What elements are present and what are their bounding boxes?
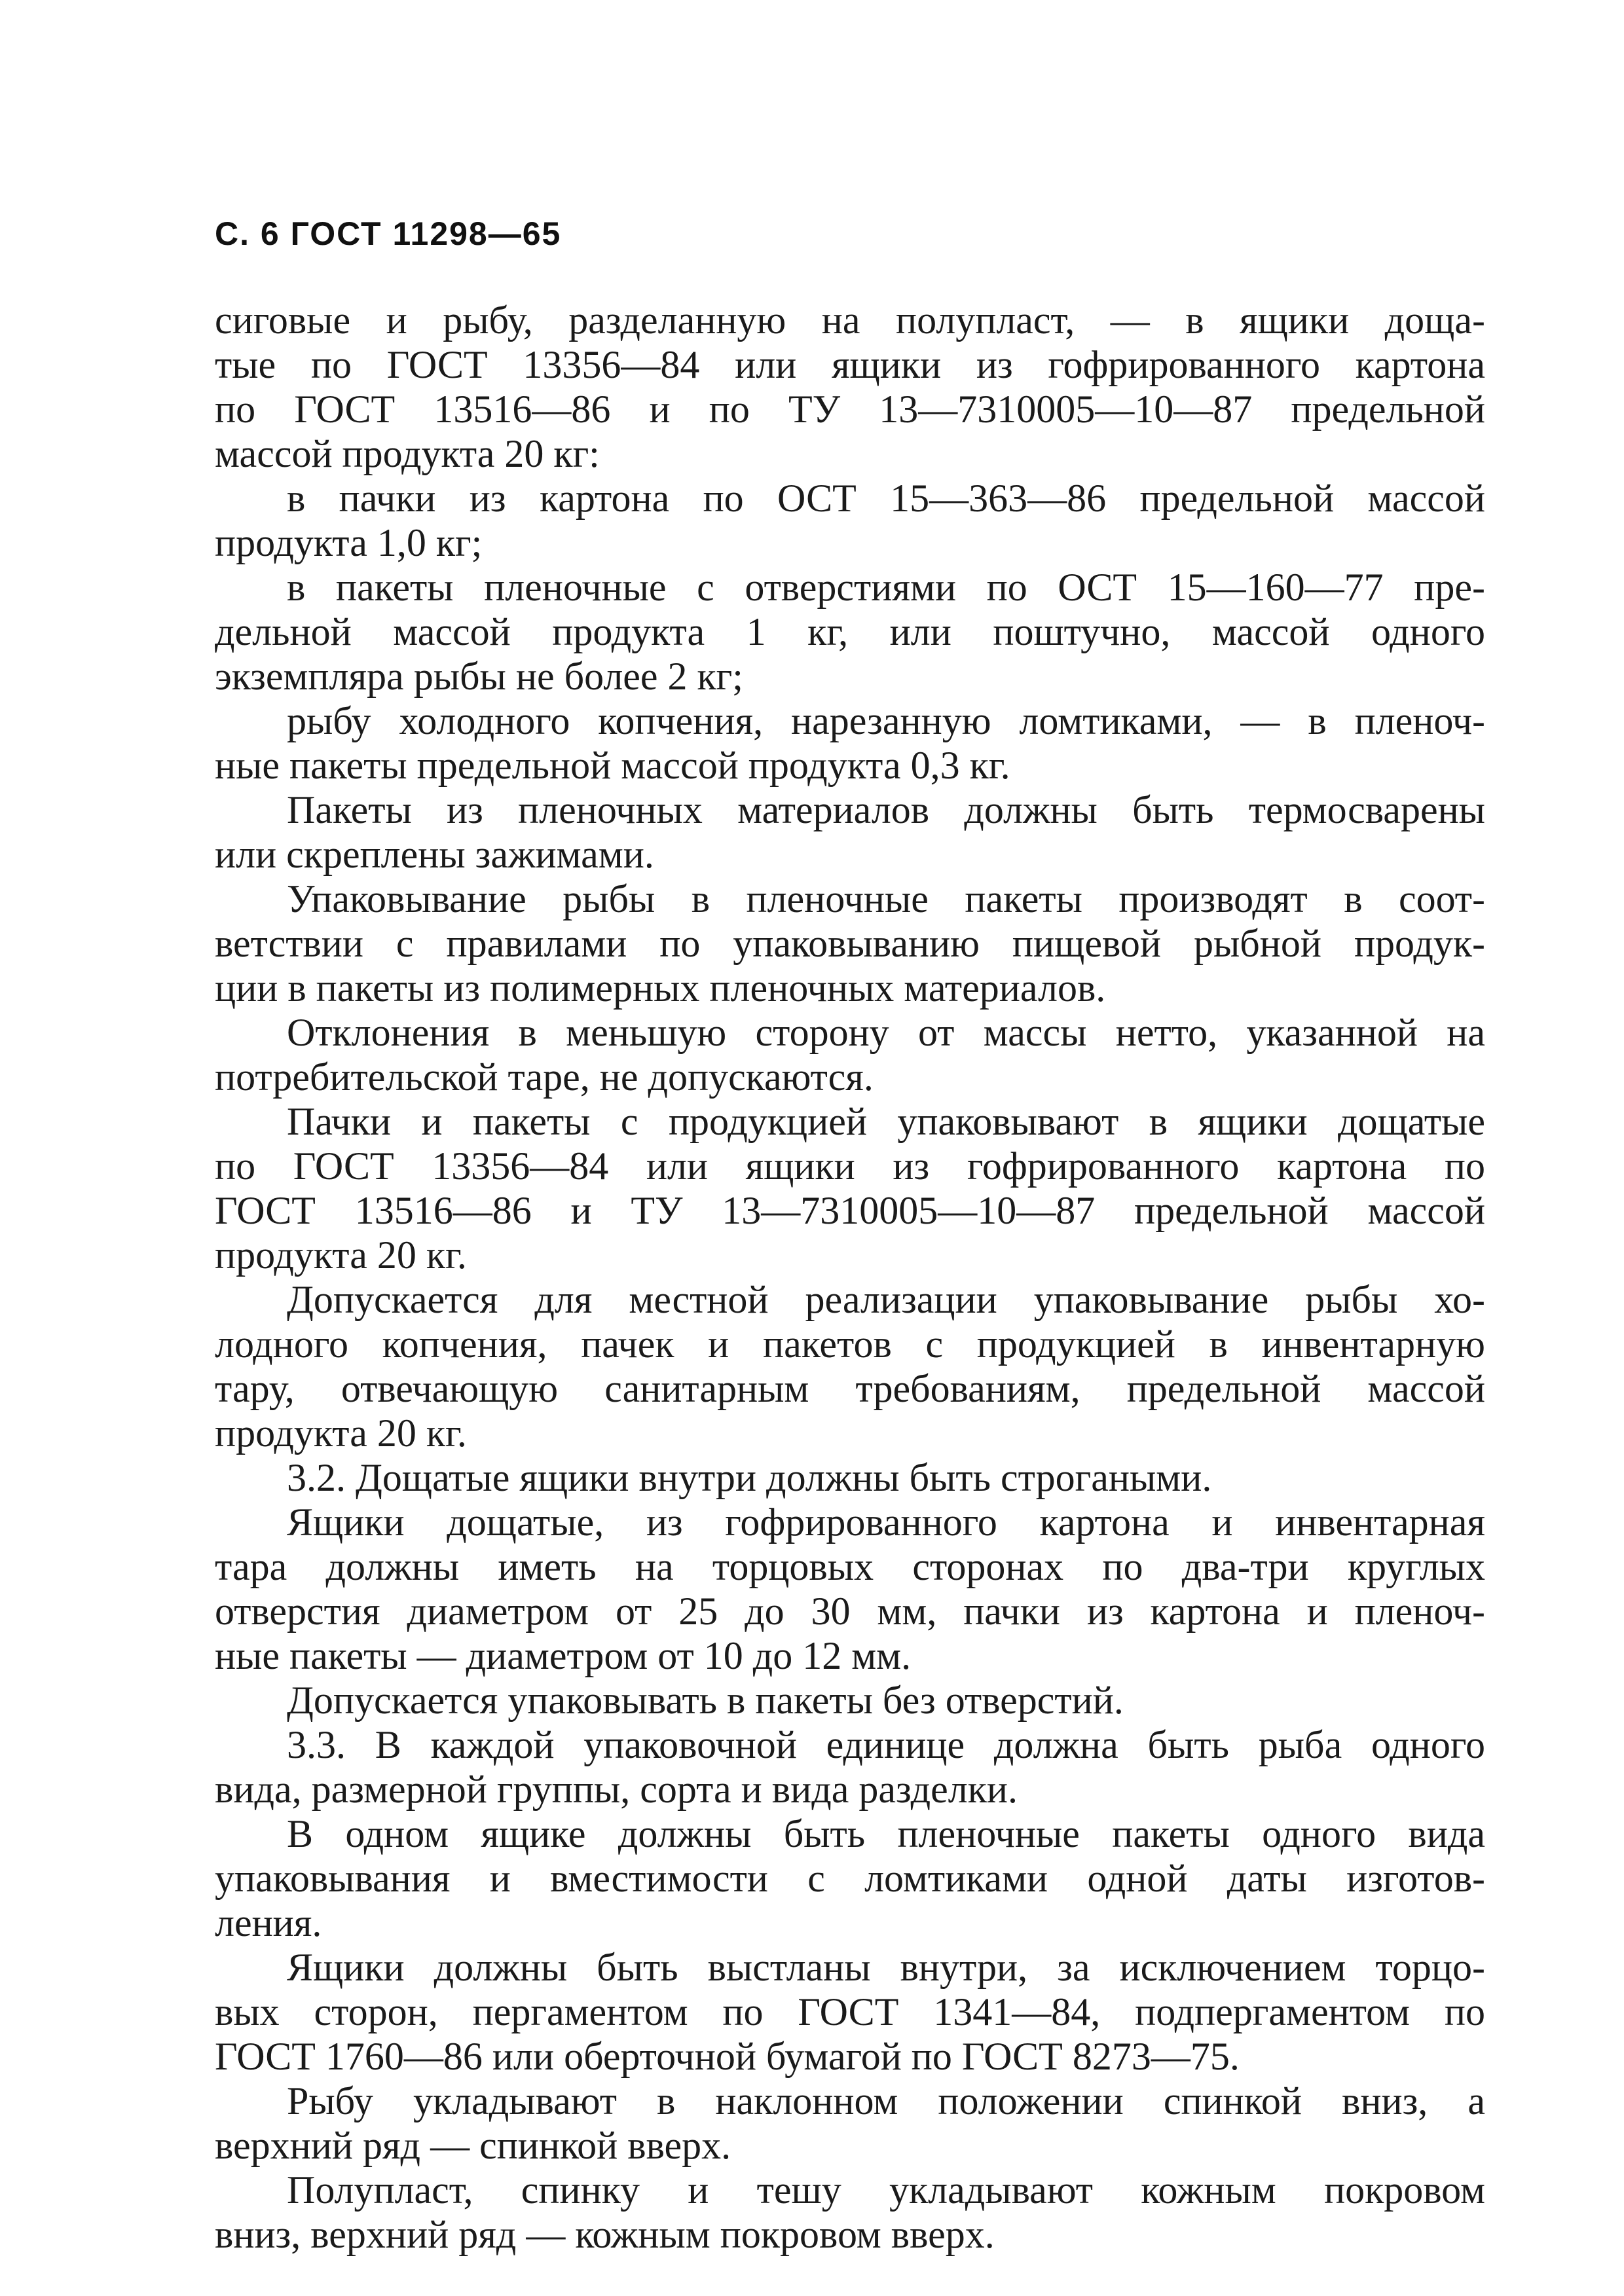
text-line: вых сторон, пергаментом по ГОСТ 1341—84, подпергаментом по [215, 1990, 1485, 2033]
text-line: экземпляра рыбы не более 2 кг; [215, 655, 743, 698]
paragraph [215, 1277, 1485, 1455]
paragraph [215, 1678, 1485, 1722]
text-line: ления. [215, 1901, 322, 1944]
text-line: тара должны иметь на торцовых сторонах по два-три круглых [215, 1545, 1485, 1588]
paragraph [215, 699, 1485, 788]
text-line: ГОСТ 13516—86 и ТУ 13—7310005—10—87 предельной массой [215, 1189, 1485, 1232]
text-line: тые по ГОСТ 13356—84 или ящики из гофрированного картона [215, 343, 1485, 386]
text-line: ветствии с правилами по упаковыванию пищевой рыбной продук- [215, 922, 1485, 965]
text-line: продукта 20 кг. [215, 1233, 467, 1277]
text-line: Полупласт, спинку и тешу укладывают кожным покровом [287, 2168, 1485, 2212]
text-line: Пачки и пакеты с продукцией упаковывают в ящики дощатые [287, 1100, 1485, 1143]
paragraph [215, 1500, 1485, 1678]
text-line: В одном ящике должны быть пленочные пакеты одного вида [287, 1812, 1485, 1855]
text-line: упаковывания и вместимости с ломтиками одной даты изготов- [215, 1857, 1485, 1900]
text-line: вида, размерной группы, сорта и вида разделки. [215, 1768, 1018, 1811]
text-line: ГОСТ 1760—86 или оберточной бумагой по ГОСТ 8273—75. [215, 2035, 1240, 2078]
paragraph [215, 788, 1485, 877]
text-line: Рыбу укладывают в наклонном положении спинкой вниз, а [287, 2079, 1485, 2123]
text-line: сиговые и рыбу, разделанную на полупласт, — в ящики доща- [215, 299, 1485, 342]
text-line: Допускается упаковывать в пакеты без отверстий. [287, 1679, 1124, 1722]
paragraph [215, 565, 1485, 699]
text-line: в пачки из картона по ОСТ 15—363—86 предельной массой [287, 477, 1485, 520]
text-line: рыбу холодного копчения, нарезанную ломтиками, — в пленоч- [287, 699, 1485, 742]
paragraph [215, 1010, 1485, 1099]
text-line: Пакеты из пленочных материалов должны быть термосварены [287, 788, 1485, 831]
text-line: 3.3. В каждой упаковочной единице должна быть рыба одного [287, 1723, 1485, 1766]
text-line: Отклонения в меньшую сторону от массы нетто, указанной на [287, 1011, 1485, 1054]
text-line: по ГОСТ 13516—86 и по ТУ 13—7310005—10—87 предельной [215, 388, 1485, 431]
text-line: отверстия диаметром от 25 до 30 мм, пачки из картона и пленоч- [215, 1590, 1485, 1633]
paragraph [215, 1812, 1485, 1945]
text-line: ции в пакеты из полимерных пленочных материалов. [215, 966, 1106, 1010]
text-line: потребительской таре, не допускаются. [215, 1055, 874, 1099]
text-line: ные пакеты предельной массой продукта 0,3 кг. [215, 744, 1010, 787]
text-line: по ГОСТ 13356—84 или ящики из гофрированного картона по [215, 1144, 1485, 1188]
text-line: ные пакеты — диаметром от 10 до 12 мм. [215, 1634, 912, 1677]
paragraph [215, 877, 1485, 1010]
paragraph [215, 476, 1485, 565]
paragraph [215, 2168, 1485, 2257]
text-line: Допускается для местной реализации упаковывание рыбы хо- [287, 1278, 1485, 1321]
paragraph [215, 2079, 1485, 2168]
text-line: лодного копчения, пачек и пакетов с продукцией в инвентарную [215, 1322, 1485, 1366]
text-line: вниз, верхний ряд — кожным покровом вверх. [215, 2213, 995, 2256]
text-line: массой продукта 20 кг: [215, 432, 600, 475]
page-header: С. 6 ГОСТ 11298—65 [215, 215, 562, 252]
text-line: тару, отвечающую санитарным требованиям, предельной массой [215, 1367, 1485, 1410]
text-line: 3.2. Дощатые ящики внутри должны быть строгаными. [287, 1456, 1212, 1499]
paragraph [215, 1945, 1485, 2079]
paragraph [215, 1455, 1485, 1500]
document-body [215, 298, 1485, 2257]
text-line: дельной массой продукта 1 кг, или поштучно, массой одного [215, 610, 1485, 653]
text-line: или скреплены зажимами. [215, 833, 654, 876]
paragraph [215, 1722, 1485, 1812]
text-line: продукта 1,0 кг; [215, 521, 483, 564]
text-line: в пакеты пленочные с отверстиями по ОСТ 15—160—77 пре- [287, 566, 1485, 609]
text-line: продукта 20 кг. [215, 1412, 467, 1455]
paragraph [215, 298, 1485, 476]
text-line: Ящики должны быть выстланы внутри, за исключением торцо- [287, 1946, 1485, 1989]
text-line: верхний ряд — спинкой вверх. [215, 2124, 731, 2167]
text-line: Ящики дощатые, из гофрированного картона и инвентарная [287, 1501, 1485, 1544]
text-line: Упаковывание рыбы в пленочные пакеты производят в соот- [287, 877, 1485, 920]
paragraph [215, 1099, 1485, 1277]
